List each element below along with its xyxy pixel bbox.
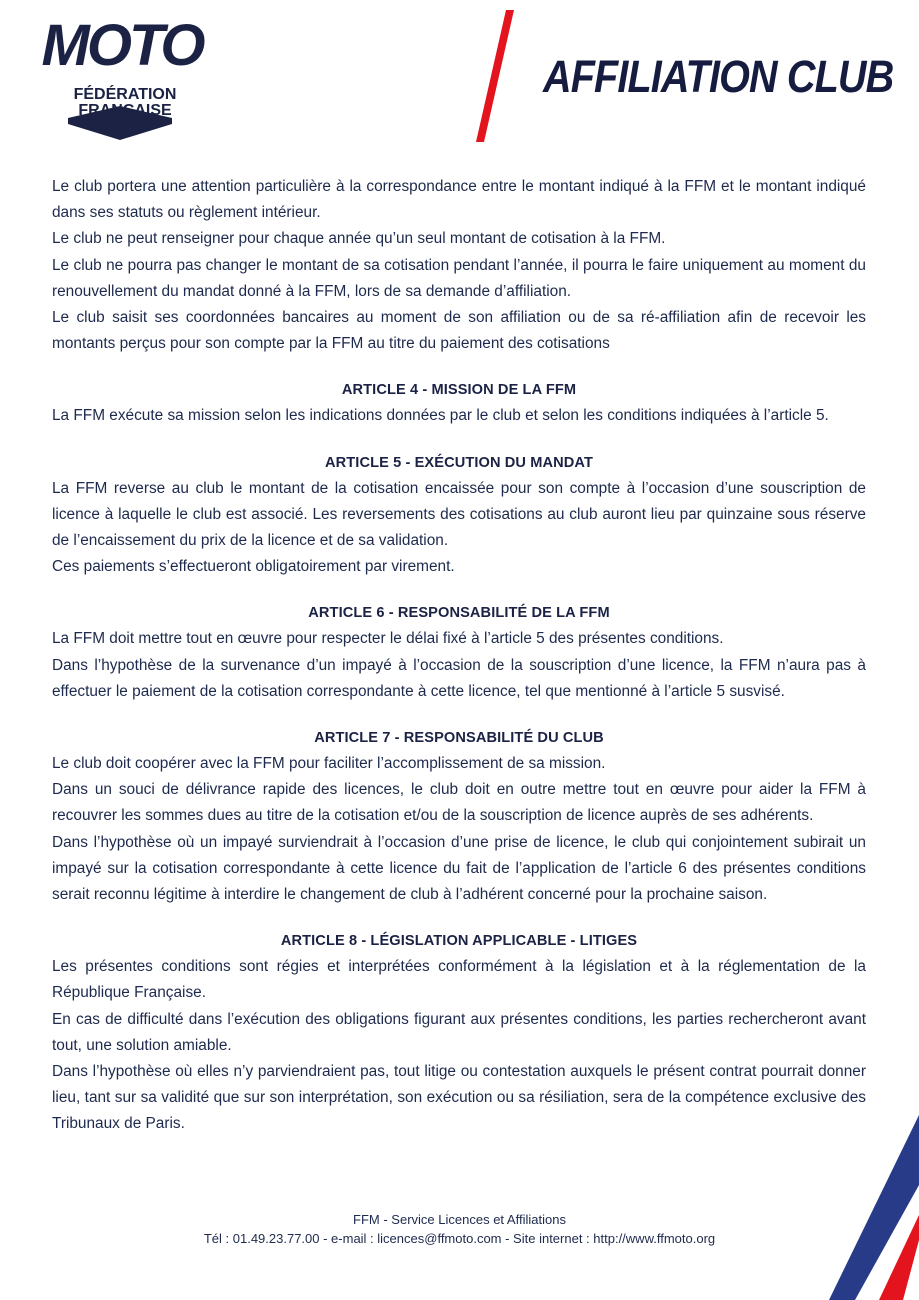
article-heading: ARTICLE 4 - MISSION DE LA FFM — [341, 382, 577, 399]
paragraph: Les présentes conditions sont régies et interprétées conformément à la législation et à la réglementation de la République Française. — [52, 958, 866, 1002]
section-article-4 — [52, 377, 866, 429]
paragraph: La FFM reverse au club le montant de la cotisation encaissée pour son compte à l’occasion d’une souscription de licence à laquelle le club est associé. Les reversements des cotisations au club auront lieu par quinzaine sous réserve de l’encaissement du prix de la licence et de sa validation. — [52, 479, 866, 550]
paragraph: Dans l’hypothèse de la survenance d’un impayé à l’occasion de la souscription d’une licence, la FFM n’aura pas à effectuer le paiement de la cotisation correspondante à cette licence, tel que mentionné à l’article 5 susvisé. — [52, 656, 866, 700]
corner-stripes-decoration — [829, 1115, 919, 1300]
red-slash-decoration — [470, 10, 520, 142]
footer-contact-line: Tél : 01.49.23.77.00 - e-mail : licences@ffmoto.com - Site internet : http://www.ffmoto.org — [203, 1231, 716, 1246]
page-title: AFFILIATION CLUB — [543, 51, 894, 102]
section-article-7 — [52, 725, 866, 908]
section-intro — [52, 174, 866, 357]
paragraph: Le club portera une attention particulière à la correspondance entre le montant indiqué à la FFM et le montant indiqué dans ses statuts ou règlement intérieur. — [52, 178, 866, 222]
article-heading: ARTICLE 6 - RESPONSABILITÉ DE LA FFM — [308, 605, 610, 622]
paragraph: Le club ne pourra pas changer le montant de sa cotisation pendant l’année, il pourra le faire uniquement au moment du renouvellement du mandat donné à la FFM, lors de sa demande d’affiliation. — [52, 256, 866, 300]
paragraph: Ces paiements s’effectueront obligatoirement par virement. — [52, 558, 455, 576]
document-body — [52, 174, 866, 1138]
paragraph: Dans un souci de délivrance rapide des licences, le club doit en outre mettre tout en œuvre pour aider la FFM à recouvrer les sommes dues au titre de la cotisation et/ou de la souscription de licence auprès de ses adhérents. — [52, 781, 866, 825]
logo-line-francaise: FRANÇAISE — [78, 102, 172, 119]
article-heading: ARTICLE 5 - EXÉCUTION DU MANDAT — [325, 454, 593, 471]
paragraph: La FFM doit mettre tout en œuvre pour respecter le délai fixé à l’article 5 des présentes conditions. — [52, 630, 724, 648]
ffm-logo — [28, 10, 213, 142]
article-heading: ARTICLE 8 - LÉGISLATION APPLICABLE - LITIGES — [280, 933, 638, 950]
section-article-6 — [52, 600, 866, 705]
logo-wordmark: MOTO — [41, 13, 203, 78]
footer-service-line: FFM - Service Licences et Affiliations — [353, 1212, 566, 1227]
paragraph: Dans l’hypothèse où un impayé surviendrait à l’occasion d’une prise de licence, le club qui conjointement subirait un impayé sur la cotisation correspondante à cette licence du fait de l’application de l’article 6 des présentes conditions serait reconnu légitime à interdire le changement de club à l’adhérent concerné pour la prochaine saison. — [52, 833, 866, 904]
paragraph: Le club saisit ses coordonnées bancaires au moment de son affiliation ou de sa ré-affiliation afin de recevoir les montants perçus pour son compte par la FFM au titre du paiement des cotisations — [52, 309, 866, 353]
article-heading: ARTICLE 7 - RESPONSABILITÉ DU CLUB — [314, 730, 604, 747]
paragraph: Le club ne peut renseigner pour chaque année qu’un seul montant de cotisation à la FFM. — [52, 230, 666, 248]
paragraph: Le club doit coopérer avec la FFM pour faciliter l’accomplissement de sa mission. — [52, 755, 606, 773]
logo-line-federation: FÉDÉRATION — [73, 86, 177, 103]
paragraph: Dans l’hypothèse où elles n’y parviendraient pas, tout litige ou contestation auxquels le présent contrat pourrait donner lieu, tant sur sa validité que sur son interprétation, son exécution ou sa résiliation, sera de la compétence exclusive des Tribunaux de Paris. — [52, 1063, 866, 1133]
section-article-8 — [52, 928, 866, 1137]
paragraph: La FFM exécute sa mission selon les indications données par le club et selon les conditions indiquées à l’article 5. — [52, 407, 829, 425]
paragraph: En cas de difficulté dans l’exécution des obligations figurant aux présentes conditions, les parties rechercheront avant tout, une solution amiable. — [52, 1010, 866, 1054]
section-article-5 — [52, 450, 866, 581]
